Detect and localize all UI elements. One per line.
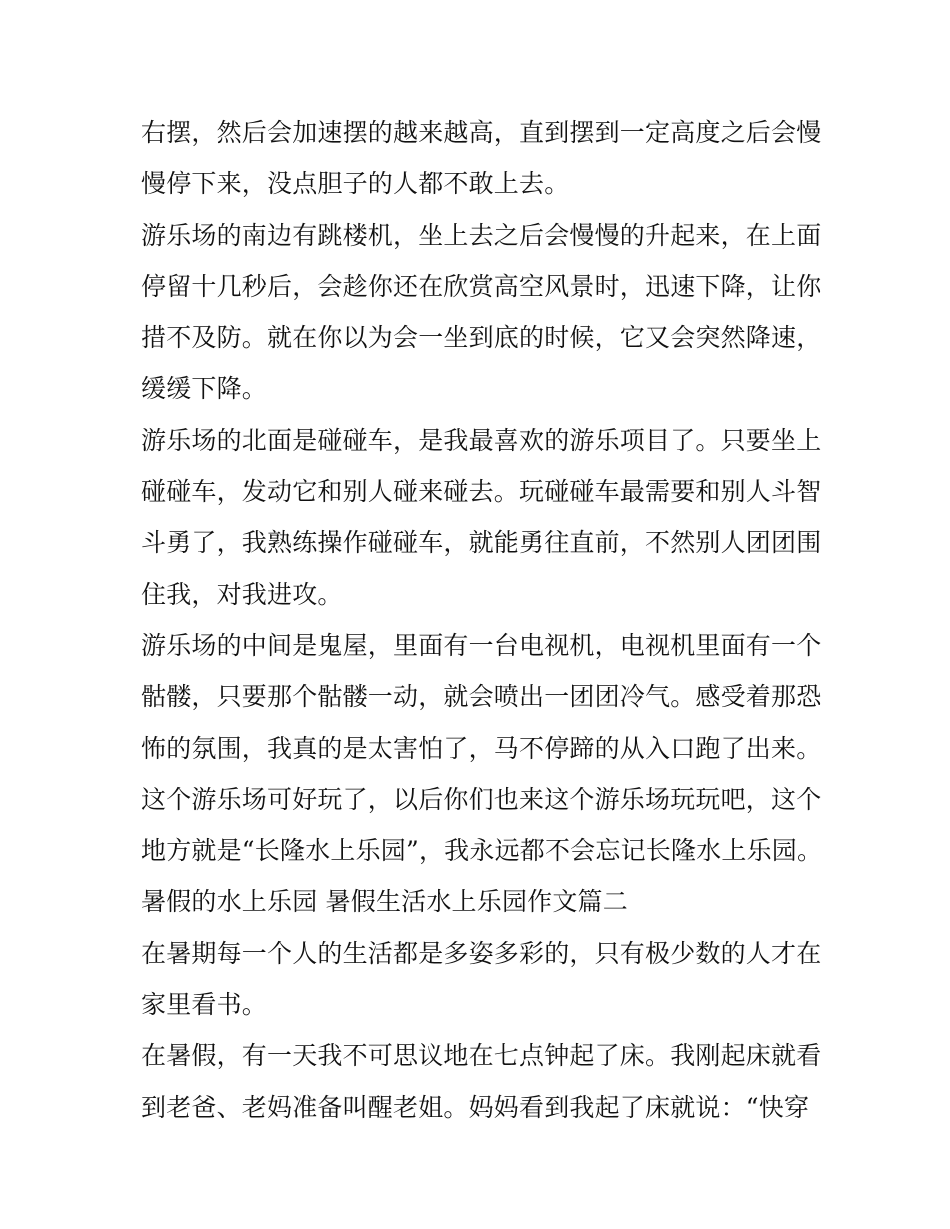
text-line: 慢停下来，没点胆子的人都不敢上去。 <box>141 169 570 199</box>
text-line: 缓缓下降。 <box>141 374 268 404</box>
text-line: 家里看书。 <box>141 990 268 1020</box>
text-line: 这个游乐场可好玩了，以后你们也来这个游乐场玩玩吧，这个 <box>141 784 822 814</box>
document-body <box>141 107 831 1133</box>
text-line: 碰碰车，发动它和别人碰来碰去。玩碰碰车最需要和别人斗智 <box>141 477 822 507</box>
text-line: 在暑假，有一天我不可思议地在七点钟起了床。我刚起床就看 <box>141 1041 822 1071</box>
text-line: 游乐场的中间是鬼屋，里面有一台电视机，电视机里面有一个 <box>141 630 822 660</box>
text-line: 游乐场的北面是碰碰车，是我最喜欢的游乐项目了。只要坐上 <box>141 425 822 455</box>
text-line: 怖的氛围，我真的是太害怕了，马不停蹄的从入口跑了出来。 <box>141 733 822 763</box>
text-line: 骷髅，只要那个骷髅一动，就会喷出一团团冷气。感受着那恐 <box>141 682 822 712</box>
section-heading: 暑假的水上乐园 暑假生活水上乐园作文篇二 <box>141 887 628 917</box>
text-line: 地方就是“长隆水上乐园”，我永远都不会忘记长隆水上乐园。 <box>141 836 823 866</box>
text-line: 停留十几秒后，会趁你还在欣赏高空风景时，迅速下降，让你 <box>141 271 822 301</box>
text-line: 斗勇了，我熟练操作碰碰车，就能勇往直前，不然别人团团围 <box>141 528 822 558</box>
text-line: 到老爸、老妈准备叫醒老姐。妈妈看到我起了床就说：“快穿 <box>141 1092 810 1122</box>
text-line: 措不及防。就在你以为会一坐到底的时候，它又会突然降速， <box>141 323 822 353</box>
text-line: 游乐场的南边有跳楼机，坐上去之后会慢慢的升起来，在上面 <box>141 220 822 250</box>
text-line: 在暑期每一个人的生活都是多姿多彩的，只有极少数的人才在 <box>141 938 822 968</box>
text-line: 右摆，然后会加速摆的越来越高，直到摆到一定高度之后会慢 <box>141 118 822 147</box>
text-line: 住我，对我进攻。 <box>141 579 343 609</box>
